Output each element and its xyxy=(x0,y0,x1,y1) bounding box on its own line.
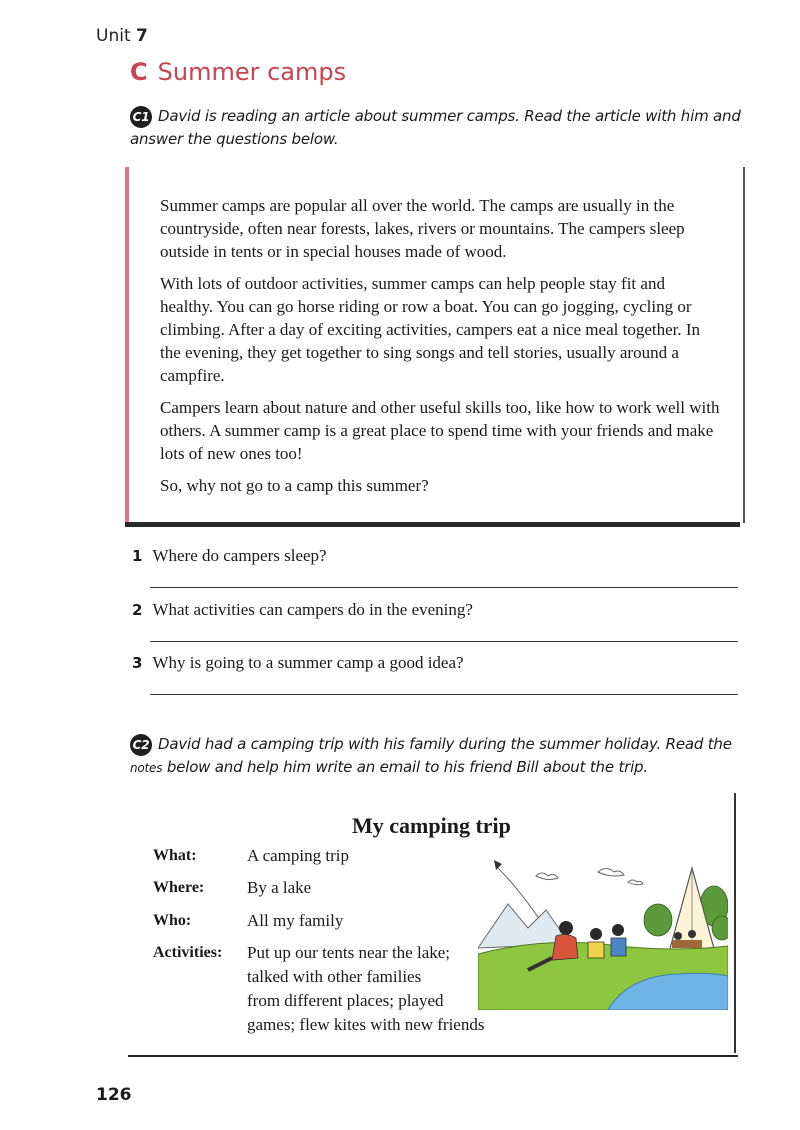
question-text: Why is going to a summer camp a good idea? xyxy=(152,653,464,672)
answer-line-2[interactable] xyxy=(150,641,738,642)
activities-line: Put up our tents near the lake; xyxy=(247,943,451,962)
article-paragraph: Summer camps are popular all over the world. The camps are usually in the countryside, often near forests, lakes, rivers or mountains. The campers sleep outside in tents or in special houses made of wood. xyxy=(160,196,685,261)
section-title-text: Summer camps xyxy=(157,58,347,86)
activities-line: from different places; played xyxy=(247,991,444,1010)
notes-frame-bottom xyxy=(128,1055,738,1057)
unit-label xyxy=(96,26,148,46)
c2-instruction xyxy=(130,733,755,780)
notes-who-label: Who: xyxy=(153,912,192,929)
unit-word: Unit xyxy=(96,26,131,46)
c1-badge: C1 xyxy=(130,106,152,128)
section-letter: C xyxy=(130,58,148,86)
answer-line-3[interactable] xyxy=(150,694,738,695)
page-number: 126 xyxy=(96,1085,132,1105)
notes-what-value: A camping trip xyxy=(247,846,349,865)
c2-badge: C2 xyxy=(130,734,152,756)
article-box-bottom-rule xyxy=(125,522,740,527)
c1-instruction-text: David is reading an article about summer camps. Read the article with him and answer the questions below. xyxy=(130,107,741,148)
article-paragraph: With lots of outdoor activities, summer camps can help people stay fit and healthy. You can go horse riding or row a boat. You can go jogging, cycling or climbing. After a day of exciting activities, campers eat a nice meal together. In the evening, they get together to sing songs and tell stories, usually around a campfire. xyxy=(160,274,701,385)
article-text xyxy=(160,194,720,506)
notes-frame-right xyxy=(734,793,736,1053)
notes-activities-value xyxy=(247,941,484,1037)
question-1 xyxy=(132,546,327,566)
question-2 xyxy=(132,600,473,620)
article-paragraph: Campers learn about nature and other useful skills too, like how to work well with others. A summer camp is a great place to spend time with your friends and make lots of new ones too! xyxy=(160,398,720,463)
unit-number: 7 xyxy=(136,26,148,46)
notes-title: My camping trip xyxy=(352,813,511,838)
question-number: 1 xyxy=(132,547,143,565)
answer-line-1[interactable] xyxy=(150,587,738,588)
notes-where-label: Where: xyxy=(153,879,205,896)
notes-who-value: All my family xyxy=(247,911,344,930)
notes-what-label: What: xyxy=(153,847,197,864)
question-3 xyxy=(132,653,464,673)
c2-instruction-rest: below and help him write an email to his friend Bill about the trip. xyxy=(166,758,648,776)
notes-activities-label: Activities: xyxy=(153,944,223,961)
cloud-icon xyxy=(536,869,643,885)
article-paragraph: So, why not go to a camp this summer? xyxy=(160,476,429,495)
question-text: Where do campers sleep? xyxy=(152,546,327,565)
question-number: 3 xyxy=(132,654,143,672)
question-text: What activities can campers do in the evening? xyxy=(152,600,473,619)
activities-line: games; flew kites with new friends xyxy=(247,1015,485,1034)
section-title xyxy=(130,58,346,86)
camping-illustration xyxy=(478,858,728,1010)
c2-instruction-main: David had a camping trip with his family during the summer holiday. Read the xyxy=(158,735,732,753)
question-number: 2 xyxy=(132,601,143,619)
activities-line: talked with other families xyxy=(247,967,422,986)
notes-where-value: By a lake xyxy=(247,878,312,897)
c1-instruction xyxy=(130,105,750,151)
c2-instruction-notes: notes xyxy=(130,761,163,775)
